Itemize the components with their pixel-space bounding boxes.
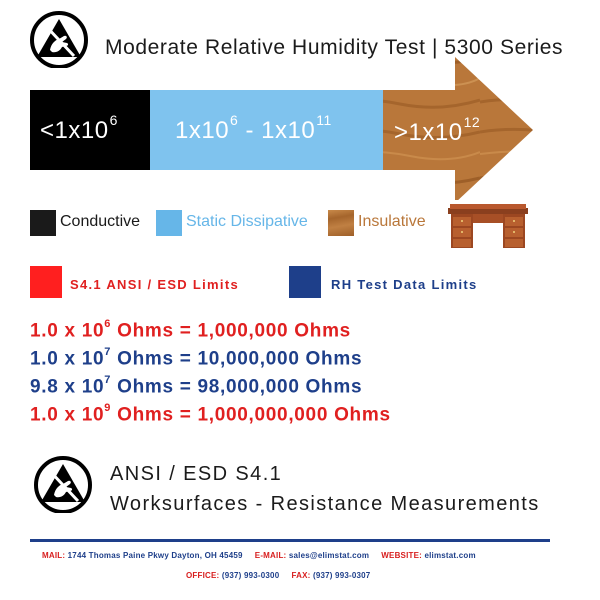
insulative-swatch <box>328 210 354 236</box>
ohm-line: 1.0 x $10^9$ Ohms = 1,000,000,000 Ohms <box>30 402 391 426</box>
dissipative-label: Static Dissipative <box>186 213 308 230</box>
insulative-label: Insulative <box>358 213 426 230</box>
resistance-scale-arrow <box>0 0 600 200</box>
page-title: Moderate Relative Humidity Test | 5300 Series <box>105 36 564 59</box>
contact-line-1: MAIL: 1744 Thomas Paine Pkwy Dayton, OH 45459 E-MAIL: sales@elimstat.com WEBSITE: elimstat.com <box>42 551 476 560</box>
conductive-label: Conductive <box>60 213 141 230</box>
rh-limits-swatch <box>289 266 321 298</box>
contact-line-2: OFFICE: (937) 993-0300 FAX: (937) 993-0307 <box>186 571 371 580</box>
ohm-line: 1.0 x $10^6$ Ohms = 1,000,000 Ohms <box>30 318 351 342</box>
ansi-limits-label: S4.1 ANSI / ESD Limits <box>70 277 239 292</box>
conductive-swatch <box>30 210 56 236</box>
standard-subtitle: Worksurfaces - Resistance Measurements <box>110 493 540 515</box>
conductive-range: $<1x10^6$ <box>40 112 118 144</box>
email-link[interactable]: sales@elimstat.com <box>288 551 370 560</box>
dissipative-range: $1x10^6 - 1x10^{11}$ <box>175 112 332 144</box>
ohm-line: 9.8 x $10^7$ Ohms = 98,000,000 Ohms <box>30 374 363 398</box>
ansi-limits-swatch <box>30 266 62 298</box>
insulative-range: $>1x10^{12}$ <box>394 114 481 146</box>
footer-divider <box>30 539 550 542</box>
ohm-line: 1.0 x $10^7$ Ohms = 10,000,000 Ohms <box>30 346 363 370</box>
website-link[interactable]: elimstat.com <box>424 551 476 560</box>
rh-limits-label: RH Test Data Limits <box>331 277 478 292</box>
dissipative-swatch <box>156 210 182 236</box>
desk-icon <box>447 204 529 250</box>
esd-warning-triangle-icon <box>30 455 96 513</box>
standard-title: ANSI / ESD S4.1 <box>110 463 283 485</box>
